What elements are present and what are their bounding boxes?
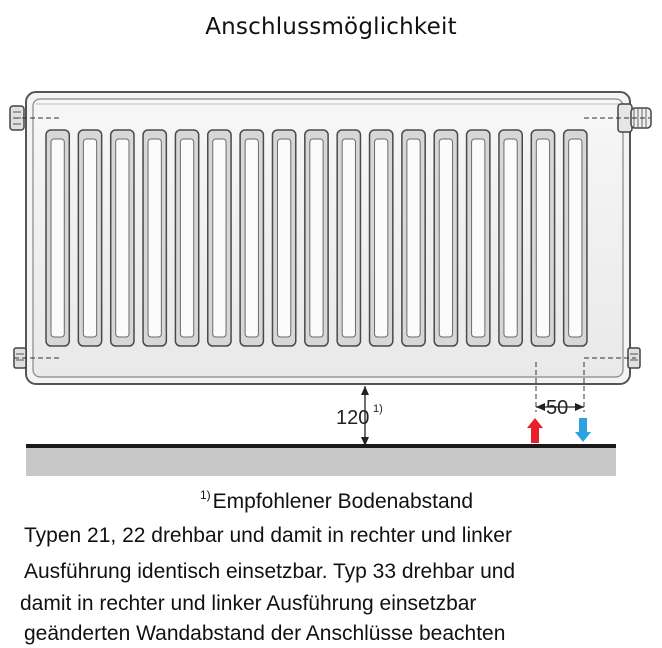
note-line-2: Ausführung identisch einsetzbar. Typ 33 drehbar und [24, 560, 516, 583]
note-line-1: Typen 21, 22 drehbar und damit in rechter und linker [24, 524, 512, 547]
note-line-3: damit in rechter und linker Ausführung einsetzbar [20, 592, 477, 615]
page-title: Anschlussmöglichkeit [205, 14, 457, 40]
radiator-fin-inner [83, 139, 96, 337]
radiator-fin-inner [116, 139, 129, 337]
connection-spacing-label: 50 [546, 397, 569, 419]
footnote-text: Empfohlener Bodenabstand [212, 490, 474, 513]
floor-distance-mark: 1) [373, 403, 383, 415]
radiator-fin-inner [375, 139, 388, 337]
radiator-fin-inner [472, 139, 485, 337]
radiator-fin-inner [213, 139, 226, 337]
radiator-fin-inner [439, 139, 452, 337]
radiator-fin-inner [180, 139, 193, 337]
note-line-4: geänderten Wandabstand der Anschlüsse beachten [24, 622, 506, 645]
radiator-fin-inner [51, 139, 64, 337]
radiator-diagram [0, 80, 662, 480]
floor-distance-label: 120 [336, 407, 370, 429]
radiator-fin-inner [504, 139, 517, 337]
footnote-mark: 1) [200, 488, 211, 502]
radiator-fin-inner [277, 139, 290, 337]
radiator-fin-inner [310, 139, 323, 337]
radiator-fin-inner [407, 139, 420, 337]
floor [26, 446, 616, 476]
radiator-fin-inner [245, 139, 258, 337]
radiator-fin-inner [342, 139, 355, 337]
radiator-fin-inner [148, 139, 161, 337]
radiator-fin-inner [569, 139, 582, 337]
supply-arrow-icon [527, 418, 543, 443]
radiator-fin-inner [536, 139, 549, 337]
return-arrow-icon [575, 418, 591, 442]
radiator-fins [46, 130, 587, 346]
footnote [200, 488, 473, 514]
